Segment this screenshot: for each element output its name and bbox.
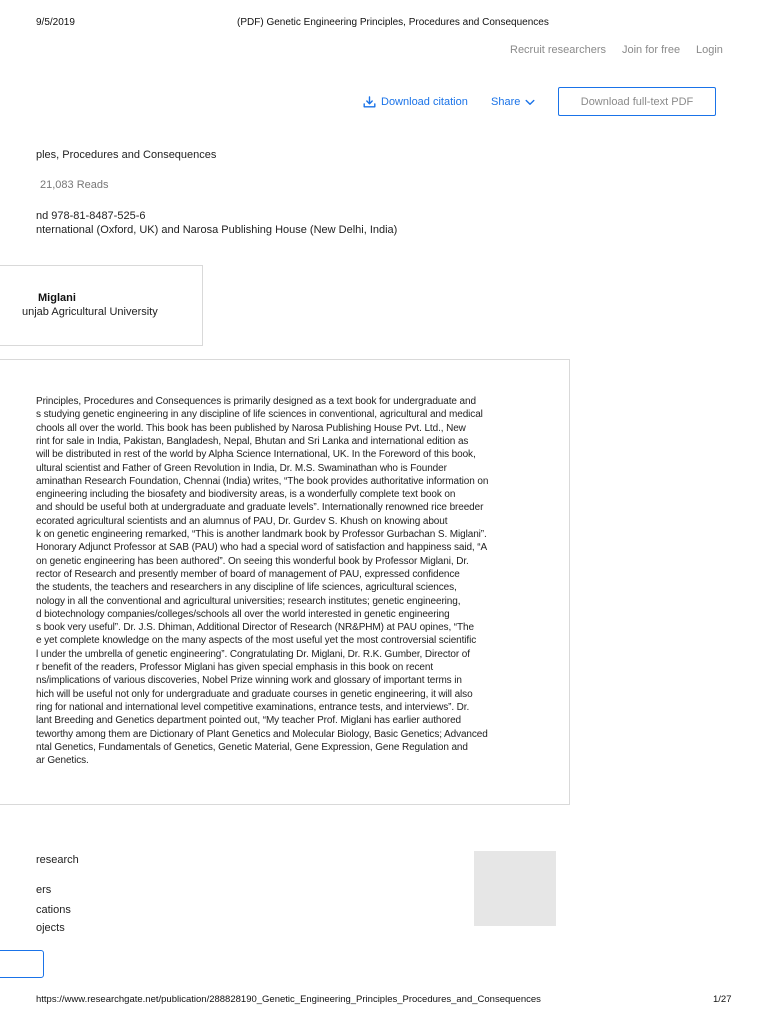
nav-researchers-link[interactable]: ers (36, 884, 52, 896)
abstract-line: on genetic engineering has been authored”. On seeing this wonderful book by Professor Miglani, Dr. (36, 555, 469, 567)
abstract-line: ar Genetics. (36, 755, 89, 767)
abstract-line: rector of Research and presently member of board of management of PAU, expressed confidence (36, 568, 460, 580)
abstract-line: Principles, Procedures and Consequences is primarily designed as a text book for undergraduate and (36, 396, 476, 407)
abstract-line: ultural scientist and Father of Green Revolution in India, Dr. M.S. Swaminathan who is Founder (36, 462, 447, 474)
publisher-info: nternational (Oxford, UK) and Narosa Publishing House (New Delhi, India) (36, 224, 398, 236)
share-label: Share (491, 96, 521, 108)
isbn-info: nd 978-81-8487-525-6 (36, 210, 146, 222)
abstract-line: will be distributed in rest of the world by Alpha Science International, UK. In the Foreword of this book, (36, 449, 476, 461)
abstract-line: ecorated agricultural scientists and an alumnus of PAU, Dr. Gurdev S. Khush on knowing about (36, 515, 448, 527)
abstract-line: k on genetic engineering remarked, “This is another landmark book by Professor Gurbachan S. Miglani”. (36, 529, 487, 540)
download-citation-button[interactable] (363, 96, 468, 108)
nav-projects-link[interactable]: ojects (36, 922, 65, 934)
print-date: 9/5/2019 (36, 17, 75, 28)
reads-count: 21,083 Reads (40, 179, 109, 191)
abstract-line: and should be useful both at undergraduate and graduate levels”. Internationally renowned rice breeder (36, 502, 484, 514)
abstract-line: ns/implications of various discoveries, Nobel Prize winning work and glossary of important terms in (36, 675, 462, 687)
recruit-researchers-link[interactable]: Recruit researchers (510, 44, 606, 56)
abstract-line: nology in all the conventional and agricultural universities; research institutes; genetic engineering, (36, 595, 461, 607)
image-placeholder (474, 851, 556, 926)
author-name[interactable]: Miglani (38, 292, 76, 304)
author-affiliation: unjab Agricultural University (22, 306, 158, 318)
abstract-line: Honorary Adjunct Professor at SAB (PAU) who had a special word of satisfaction and happiness said, “A (36, 542, 488, 554)
publication-title: ples, Procedures and Consequences (36, 149, 217, 161)
abstract-line: hich will be useful not only for undergraduate and graduate courses in genetic engineering, it will also (36, 688, 473, 700)
abstract-line: l under the umbrella of genetic engineering”. Congratulating Dr. Miglani, Dr. R.K. Gumber, Director of (36, 648, 470, 660)
login-link[interactable]: Login (696, 44, 723, 56)
abstract-line: d biotechnology companies/colleges/schools all over the world interested in genetic engineering (36, 608, 450, 620)
partial-button[interactable] (0, 950, 44, 978)
share-button[interactable] (491, 96, 535, 108)
abstract-line: engineering including the biosafety and biodiversity areas, is a wonderfully complete text book on (36, 489, 456, 501)
download-full-text-pdf-label: Download full-text PDF (580, 95, 694, 108)
nav-publications-link[interactable]: cations (36, 904, 71, 916)
abstract-line: r benefit of the readers, Professor Miglani has given special emphasis in this book on recent (36, 662, 434, 673)
abstract-line: aminathan Research Foundation, Chennai (India) writes, “The book provides authoritative information on (36, 475, 489, 487)
abstract-line: teworthy among them are Dictionary of Plant Genetics and Molecular Biology, Basic Genetics; Advanced (36, 728, 488, 740)
download-full-text-pdf-button[interactable] (558, 87, 716, 116)
abstract-line: s studying genetic engineering in any discipline of life sciences in conventional, agricultural and medical (36, 409, 483, 421)
nav-research-link[interactable]: research (36, 854, 79, 866)
footer-url: https://www.researchgate.net/publication/288828190_Genetic_Engineering_Principles_Procedures_and_Consequences (36, 994, 541, 1005)
abstract-line: e yet complete knowledge on the many aspects of the most useful yet the most controversial scientific (36, 635, 477, 647)
chevron-down-icon (525, 99, 535, 106)
abstract-line: lant Breeding and Genetics department pointed out, “My teacher Prof. Miglani has earlier authored (36, 715, 461, 727)
abstract-line: the students, the teachers and researchers in any discipline of life sciences, agricultural sciences, (36, 582, 457, 594)
abstract-line: s book very useful”. Dr. J.S. Dhiman, Additional Director of Research (NR&PHM) at PAU opines, “The (36, 622, 474, 634)
print-title: (PDF) Genetic Engineering Principles, Procedures and Consequences (237, 17, 549, 28)
download-icon (363, 96, 376, 108)
join-for-free-link[interactable]: Join for free (622, 44, 681, 56)
abstract-line: ring for national and international level competitive examinations, entrance tests, and interviews”. Dr. (36, 701, 470, 713)
footer-page-number: 1/27 (713, 994, 732, 1005)
abstract-line: rint for sale in India, Pakistan, Bangladesh, Nepal, Bhutan and Sri Lanka and international edition as (36, 435, 469, 447)
abstract-line: chools all over the world. This book has been published by Narosa Publishing House Pvt. Ltd., New (36, 422, 466, 434)
download-citation-label: Download citation (381, 96, 468, 108)
abstract-line: ntal Genetics, Fundamentals of Genetics, Genetic Material, Gene Expression, Gene Regulation and (36, 741, 468, 753)
